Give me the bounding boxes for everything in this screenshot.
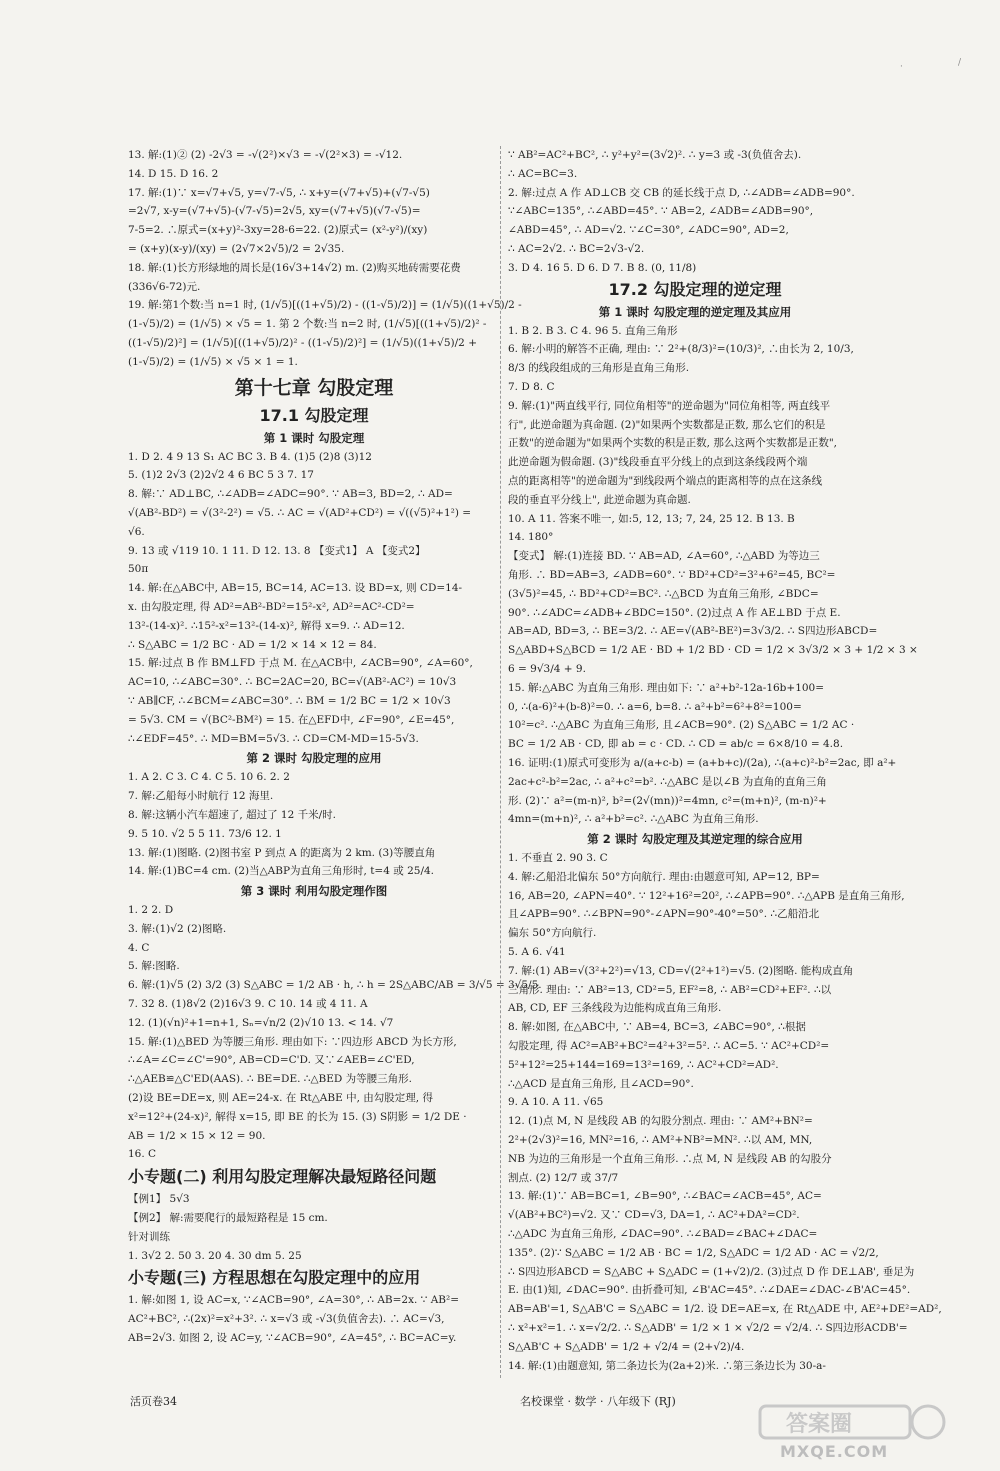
answer-line: 12. (1)(√n)²+1=n+1, Sₙ=√n/2 (2)√10 13. < 14. √7 [128, 1016, 394, 1029]
answer-line: AC=10, ∴∠ABC=30°. ∴ BC=2AC=20, BC=√(AB²-AC²) = 10√3 [128, 676, 457, 689]
answer-line: 【例1】 5√3 [128, 1193, 190, 1206]
answer-line: AB = 1/2 × 15 × 12 = 90. [128, 1129, 266, 1142]
answer-line: 7. 解:(1) AB=√(3²+2²)=√13, CD=√(2²+1²)=√5. (2)图略. 能构成直角 [508, 964, 854, 977]
answer-line: √(AB²+BC²)=√2. 又∵ CD=√3, DA=1, ∴ AC²+DA²=CD². [508, 1209, 800, 1222]
corner-mark: · [900, 62, 903, 72]
answer-line: 勾股定理, 得 AC²=AB²+BC²=4²+3²=5². ∴ AC=5. ∵ AC²+CD²= [508, 1040, 830, 1053]
answer-line: 偏东 50°方向航行. [508, 927, 597, 940]
topic-title: 小专题(二) 利用勾股定理解决最短路径问题 [128, 1167, 437, 1187]
answer-line: 1. 3√2 2. 50 3. 20 4. 30 dm 5. 25 [128, 1249, 302, 1262]
chapter-title: 第十七章 勾股定理 [234, 376, 394, 399]
answer-line: 段的垂直平分线上", 此逆命题为真命题. [508, 493, 691, 506]
answer-line: 1. 解:如图 1, 设 AC=x, ∵∠ACB=90°, ∠A=30°, ∴ AB=2x. ∵ AB²= [128, 1294, 460, 1307]
answer-line: 12. (1)点 M, N 是线段 AB 的勾股分割点. 理由: ∵ AM²+BN²= [508, 1115, 813, 1128]
book-title: 名校课堂 · 数学 · 八年级下 (RJ) [520, 1395, 676, 1408]
answer-line: 5. A 6. √41 [508, 946, 566, 959]
answer-line: 90°. ∴∠ADC=∠ADB+∠BDC=150°. (2)过点 A 作 AE⊥BD 于点 E. [508, 606, 841, 619]
answer-line: 14. 解:(1)由题意知, 第二条边长为(2a+2)米. ∴第三条边长为 30-a- [508, 1359, 826, 1372]
answer-line: 【例2】 解:需要爬行的最短路程是 15 cm. [128, 1212, 328, 1225]
watermark-logo [756, 1402, 956, 1464]
answer-line: 13. 解:(1)图略. (2)图书室 P 到点 A 的距离为 2 km. (3)等腰直角 [128, 846, 436, 859]
answer-line: 17. 解:(1)∵ x=√7+√5, y=√7-√5, ∴ x+y=(√7+√5)+(√7-√5) [128, 186, 430, 199]
answer-line: 13²-(14-x)². ∴15²-x²=13²-(14-x)², 解得 x=9. ∴ AD=12. [128, 619, 405, 632]
answer-line: AB, CD, EF 三条线段为边能构成直角三角形. [508, 1002, 722, 1015]
answer-line: √(AB²-BD²) = √(3²-2²) = √5. ∴ AC = √(AD²+CD²) = √((√5)²+1²) = [128, 506, 472, 519]
answer-line: 3. 解:(1)√2 (2)图略. [128, 922, 227, 935]
answer-line: = 5√3. CM = √(BC²-BM²) = 15. 在△EFD中, ∠F=90°, ∠E=45°, [128, 713, 455, 726]
answer-line: 19. 解:第1个数:当 n=1 时, (1/√5)[((1+√5)/2) - ((1-√5)/2)] = (1/√5)((1+√5)/2 - [128, 299, 522, 312]
section-title: 17.2 勾股定理的逆定理 [608, 279, 782, 299]
answer-line: (1-√5)/2) = (1/√5) × √5 × 1 = 1. [128, 355, 298, 368]
answer-line: 14. 解:(1)BC=4 cm. (2)当△ABP为直角三角形时, t=4 或 25/4. [128, 865, 434, 878]
answer-line: ∴ AC=BC=3. [508, 167, 578, 180]
answer-line: 15. 解:△ABC 为直角三角形. 理由如下: ∵ a²+b²-12a-16b+100= [508, 681, 825, 694]
answer-line: 13. 解:(1)② (2) -2√3 = -√(2²)×√3 = -√(2²×3) = -√12. [128, 149, 403, 161]
answer-line: √6. [128, 525, 145, 538]
answer-line: 6. 解:小明的解答不正确, 理由: ∵ 2²+(8/3)²=(10/3)², ∴由长为 2, 10/3, [508, 343, 854, 356]
answer-line: 且∠APB=90°. ∴∠BPN=90°-∠APN=90°-40°=50°. ∴乙船沿北 [508, 908, 820, 921]
watermark-url: MXQE.COM [780, 1442, 889, 1461]
answer-line: 135°. (2)∵ S△ABC = 1/2 AB · BC = 1/2, S△ADC = 1/2 AD · AC = √2/2, [508, 1246, 879, 1259]
answer-line: 割点. (2) 12/7 或 37/7 [508, 1171, 619, 1184]
answer-line: 4. C [128, 941, 150, 954]
answer-line: ∵ AB∥CF, ∴∠BCM=∠ABC=30°. ∴ BM = 1/2 BC = 1/2 × 10√3 [128, 694, 451, 707]
answer-line: ∴△AEB≌△C'ED(AAS). ∴ BE=DE. ∴△BED 为等腰三角形. [128, 1073, 413, 1086]
answer-line: = (x+y)(x-y)/(xy) = (2√7×2√5)/2 = 2√35. [128, 242, 345, 255]
answer-line: 此逆命题为假命题. (3)"线段垂直平分线上的点到这条线段两个端 [508, 456, 808, 469]
answer-line: 2ac+c²-b²=2ac, ∴ a²+c²=b². ∴△ABC 是以∠B 为直角的直角三角 [508, 775, 827, 788]
answer-line: 14. D 15. D 16. 2 [128, 167, 219, 180]
answer-line: ∴△ADC 为直角三角形, ∠DAC=90°. ∴∠BAD=∠BAC+∠DAC= [508, 1228, 818, 1241]
answer-line: (3√5)²=45, ∴ BD²+CD²=BC². ∴△BCD 为直角三角形, ∠BDC= [508, 587, 819, 600]
answer-line: 14. 解:在△ABC中, AB=15, BC=14, AC=13. 设 BD=x, 则 CD=14- [128, 582, 463, 595]
answer-line: AB=AD, BD=3, ∴ BE=3/2. ∴ AE=√(AB²-BE²)=3√3/2. ∴ S四边形ABCD= [508, 625, 878, 638]
answer-line: ∴ S△ABC = 1/2 BC · AD = 1/2 × 14 × 12 = 84. [128, 638, 377, 651]
answer-line: 8. 解:∵ AD⊥BC, ∴∠ADB=∠ADC=90°. ∵ AB=3, BD=2, ∴ AD= [128, 488, 453, 501]
answer-line: 9. 解:(1)"两直线平行, 同位角相等"的逆命题为"同位角相等, 两直线平 [508, 399, 831, 412]
answer-line: 行", 此逆命题为真命题. (2)"如果两个实数都是正数, 那么它们的积是 [508, 418, 826, 431]
answer-line: 10²=c². ∴△ABC 为直角三角形, 且∠ACB=90°. (2) S△ABC = 1/2 AC · [508, 719, 855, 732]
answer-line: 2²+(2√3)²=16, MN²=16, ∴ AM²+NB²=MN². ∴以 AM, MN, [508, 1134, 813, 1147]
watermark-badge-icon [756, 1402, 956, 1442]
answer-line: 16. 证明:(1)原式可变形为 a/(a+c-b) = (a+b+c)/(2a), ∴(a+c)²-b²=2ac, 即 a²+ [508, 756, 897, 769]
lesson-title: 第 1 课时 勾股定理的逆定理及其应用 [598, 304, 792, 319]
answer-line: 13. 解:(1)∵ AB=BC=1, ∠B=90°, ∴∠BAC=∠ACB=45°, AC= [508, 1190, 822, 1203]
answer-line: 10. A 11. 答案不唯一, 如:5, 12, 13; 7, 24, 25 12. B 13. B [508, 512, 795, 525]
answer-line: 15. 解:过点 B 作 BM⊥FD 于点 M. 在△ACB中, ∠ACB=90°, ∠A=60°, [128, 657, 473, 670]
answer-line: ∠ABD=45°, ∴ AD=√2. ∵∠C=30°, ∠ADC=90°, AD=2, [508, 224, 789, 237]
answer-line: 7. D 8. C [508, 380, 555, 393]
corner-mark: / [958, 58, 962, 68]
right-column [508, 146, 942, 1375]
answer-line: 1. D 2. 4 9 13 S₁ AC BC 3. B 4. (1)5 (2)8 (3)12 [128, 450, 372, 463]
answer-line: 正数"的逆命题为"如果两个实数的积是正数, 那么这两个实数都是正数", [508, 437, 838, 450]
answer-line: 8/3 的线段组成的三角形是直角三角形. [508, 362, 690, 375]
answer-line: ∴ AC=2√2. ∴ BC=2√3-√2. [508, 242, 645, 255]
answer-line: 9. A 10. A 11. √65 [508, 1096, 604, 1109]
lesson-title: 第 1 课时 勾股定理 [263, 430, 365, 445]
answer-line: S△AB'C + S△ADB' = 1/2 + √2/4 = (2+√2)/4. [508, 1340, 745, 1353]
answer-line: 7. 解:乙船每小时航行 12 海里. [128, 790, 274, 803]
answer-line: 16, AB=20, ∠APN=40°. ∵ 12²+16²=20², ∴∠APB=90°. ∴△APB 是直角三角形, [508, 889, 905, 902]
answer-line: NB 为边的三角形是一个直角三角形. ∴点 M, N 是线段 AB 的勾股分 [508, 1152, 832, 1165]
column-divider [500, 146, 501, 1378]
page-label: 活页卷34 [130, 1395, 177, 1408]
answer-line: (1-√5)/2) = (1/√5) × √5 = 1. 第 2 个数:当 n=2 时, (1/√5)[((1+√5)/2)² - [128, 318, 487, 331]
section-title: 17.1 勾股定理 [259, 405, 369, 425]
answer-line: 2. 解:过点 A 作 AD⊥CB 交 CB 的延长线于点 D, ∴∠ADB=∠ADB=90°. [508, 186, 855, 199]
answer-line: x. 由勾股定理, 得 AD²=AB²-BD²=15²-x², AD²=AC²-CD²= [128, 600, 415, 613]
answer-line: 7-5=2. ∴原式=(x+y)²-3xy=28-6=22. (2)原式= (x²-y²)/(xy) [128, 224, 428, 237]
answer-line: ((1-√5)/2)²] = (1/√5)[((1+√5)/2)² - ((1-√5)/2)²] = (1/√5)((1+√5)/2 + [128, 336, 478, 349]
answer-line: x²=12²+(24-x)², 解得 x=15, 即 BE 的长为 15. (3) S阴影 = 1/2 DE · [128, 1110, 467, 1123]
answer-line: 三角形. 理由: ∵ AB²=13, CD²=5, EF²=8, ∴ AB²=CD²+EF². ∴以 [508, 983, 832, 996]
answer-line: 6. 解:(1)√5 (2) 3/2 (3) S△ABC = 1/2 AB · h, ∴ h = 2S△ABC/AB = 3/√5 = 3√5/5. [128, 979, 542, 992]
answer-line: E. 由(1)知, ∠DAC=90°. 由折叠可知, ∠B'AC=45°. ∴∠DAE=∠DAC-∠B'AC=45°. [508, 1284, 911, 1297]
answer-line: 18. 解:(1)长方形绿地的周长是(16√3+14√2) m. (2)购买地砖需要花费 [128, 261, 461, 274]
answer-line: 8. 解:如图, 在△ABC中, ∵ AB=4, BC=3, ∠ABC=90°, ∴根据 [508, 1021, 806, 1034]
answer-line: 5. 解:图略. [128, 960, 180, 973]
answer-line: 形. (2)∵ a²=(m-n)², b²=(2√(mn))²=4mn, c²=(m+n)², (m-n)²+ [508, 794, 827, 807]
answer-line: BC = 1/2 AB · CD, 即 ab = c · CD. ∴ CD = ab/c = 6×8/10 = 4.8. [508, 738, 844, 751]
answer-line: (2)设 BE=DE=x, 则 AE=24-x. 在 Rt△ABE 中, 由勾股定理, 得 [128, 1092, 433, 1105]
answer-line: AB=2√3. 如图 2, 设 AC=y, ∵∠ACB=90°, ∠A=45°, ∴ BC=AC=y. [128, 1332, 457, 1345]
answer-line: 14. 180° [508, 531, 554, 544]
watermark-badge-text: 答案圈 [786, 1412, 853, 1437]
answer-line: 点的距离相等"的逆命题为"到线段两个端点的距离相等的点在这条线 [508, 474, 823, 487]
answer-line: 角形. ∴ BD=AB=3, ∠ADB=60°. ∵ BD²+CD²=3²+6²=45, BC²= [508, 568, 836, 581]
lesson-title: 第 3 课时 利用勾股定理作图 [240, 884, 388, 899]
answer-line: 针对训练 [128, 1230, 170, 1243]
answer-line: ∴∠A=∠C=∠C'=90°, AB=CD=C'D. 又∵∠AEB=∠C'ED, [128, 1054, 415, 1067]
answer-line: 7. 32 8. (1)8√2 (2)16√3 9. C 10. 14 或 4 11. A [128, 998, 368, 1011]
answer-line: 5²+12²=25+144=169=13²=169, ∴ AC²+CD²=AD². [508, 1058, 779, 1071]
answer-line: ∴△ACD 是直角三角形, 且∠ACD=90°. [508, 1077, 694, 1090]
answer-line: 16. C [128, 1148, 157, 1161]
answer-line: 4. 解:乙船沿北偏东 50°方向航行. 理由:由题意可知, AP=12, BP= [508, 870, 820, 883]
lesson-title: 第 2 课时 勾股定理的应用 [246, 751, 382, 766]
answer-line: 1. 不垂直 2. 90 3. C [508, 852, 608, 865]
answer-line: 0, ∴(a-6)²+(b-8)²=0. ∴ a=6, b=8. ∴ a²+b²=6²+8²=100= [508, 700, 802, 713]
answer-line: 4mn=(m+n)², ∴ a²+b²=c². ∴△ABC 为直角三角形. [508, 813, 759, 826]
answer-line: 6 = 9√3/4 + 9. [508, 662, 586, 675]
answer-line: 1. 2 2. D [128, 904, 174, 917]
answer-line: ∴∠EDF=45°. ∴ MD=BM=5√3. ∴ CD=CM-MD=15-5√3. [128, 732, 419, 745]
answer-line: 50π [128, 563, 149, 576]
answer-line: 8. 解:这辆小汽车超速了, 超过了 12 千米/时. [128, 808, 336, 821]
lesson-title: 第 2 课时 勾股定理及其逆定理的综合应用 [587, 832, 803, 847]
answer-line: =2√7, x-y=(√7+√5)-(√7-√5)=2√5, xy=(√7+√5)(√7-√5)= [128, 205, 421, 218]
answer-line: (336√6-72)元. [128, 280, 201, 293]
answer-line: ∴ S四边形ABCD = S△ABC + S△ADC = (1+√2)/2. (3)过点 D 作 DE⊥AB', 垂足为 [508, 1265, 915, 1278]
topic-title: 小专题(三) 方程思想在勾股定理中的应用 [128, 1268, 421, 1288]
answer-line: 15. 解:(1)△BED 为等腰三角形. 理由如下: ∵四边形 ABCD 为长方形, [128, 1035, 457, 1048]
answer-line: 1. B 2. B 3. C 4. 96 5. 直角三角形 [508, 324, 678, 337]
answer-line: 1. A 2. C 3. C 4. C 5. 10 6. 2. 2 [128, 771, 290, 784]
answer-line: 9. 13 或 √119 10. 1 11. D 12. 13. 8 【变式1】 A 【变式2】 [128, 544, 426, 557]
answer-line: ∵∠ABC=135°, ∴∠ABD=45°. ∵ AB=2, ∠ADB=∠ADB=90°, [508, 205, 814, 218]
answer-line: ∴ x²+x²=1. ∴ x=√2/2. ∴ S△ADB' = 1/2 × 1 × √2/2 = √2/4. ∴ S四边形ACDB'= [508, 1322, 908, 1335]
answer-line: 【变式】 解:(1)连接 BD. ∵ AB=AD, ∠A=60°, ∴△ABD 为等边三 [508, 550, 820, 563]
answer-line: 5. (1)2 2√3 (2)2√2 4 6 BC 5 3 7. 17 [128, 469, 314, 482]
answer-line: 3. D 4. 16 5. D 6. D 7. B 8. (0, 11/8) [508, 261, 697, 274]
answer-line: ∵ AB²=AC²+BC², ∴ y²+y²=(3√2)². ∴ y=3 或 -3(负值舍去). [508, 149, 802, 161]
answer-line: AC²+BC², ∴(2x)²=x²+3². ∴ x=√3 或 -√3(负值舍去). ∴ AC=√3, [128, 1313, 445, 1326]
answer-line: 9. 5 10. √2 5 5 11. 73/6 12. 1 [128, 827, 282, 840]
answer-line: AB=AB'=1, S△AB'C = S△ABC = 1/2. 设 DE=AE=x, 在 Rt△ADE 中, AE²+DE²=AD², [508, 1303, 942, 1316]
answer-line: S△ABD+S△BCD = 1/2 AE · BD + 1/2 BD · CD = 1/2 × 3√3/2 × 3 + 1/2 × 3 × [508, 644, 918, 657]
